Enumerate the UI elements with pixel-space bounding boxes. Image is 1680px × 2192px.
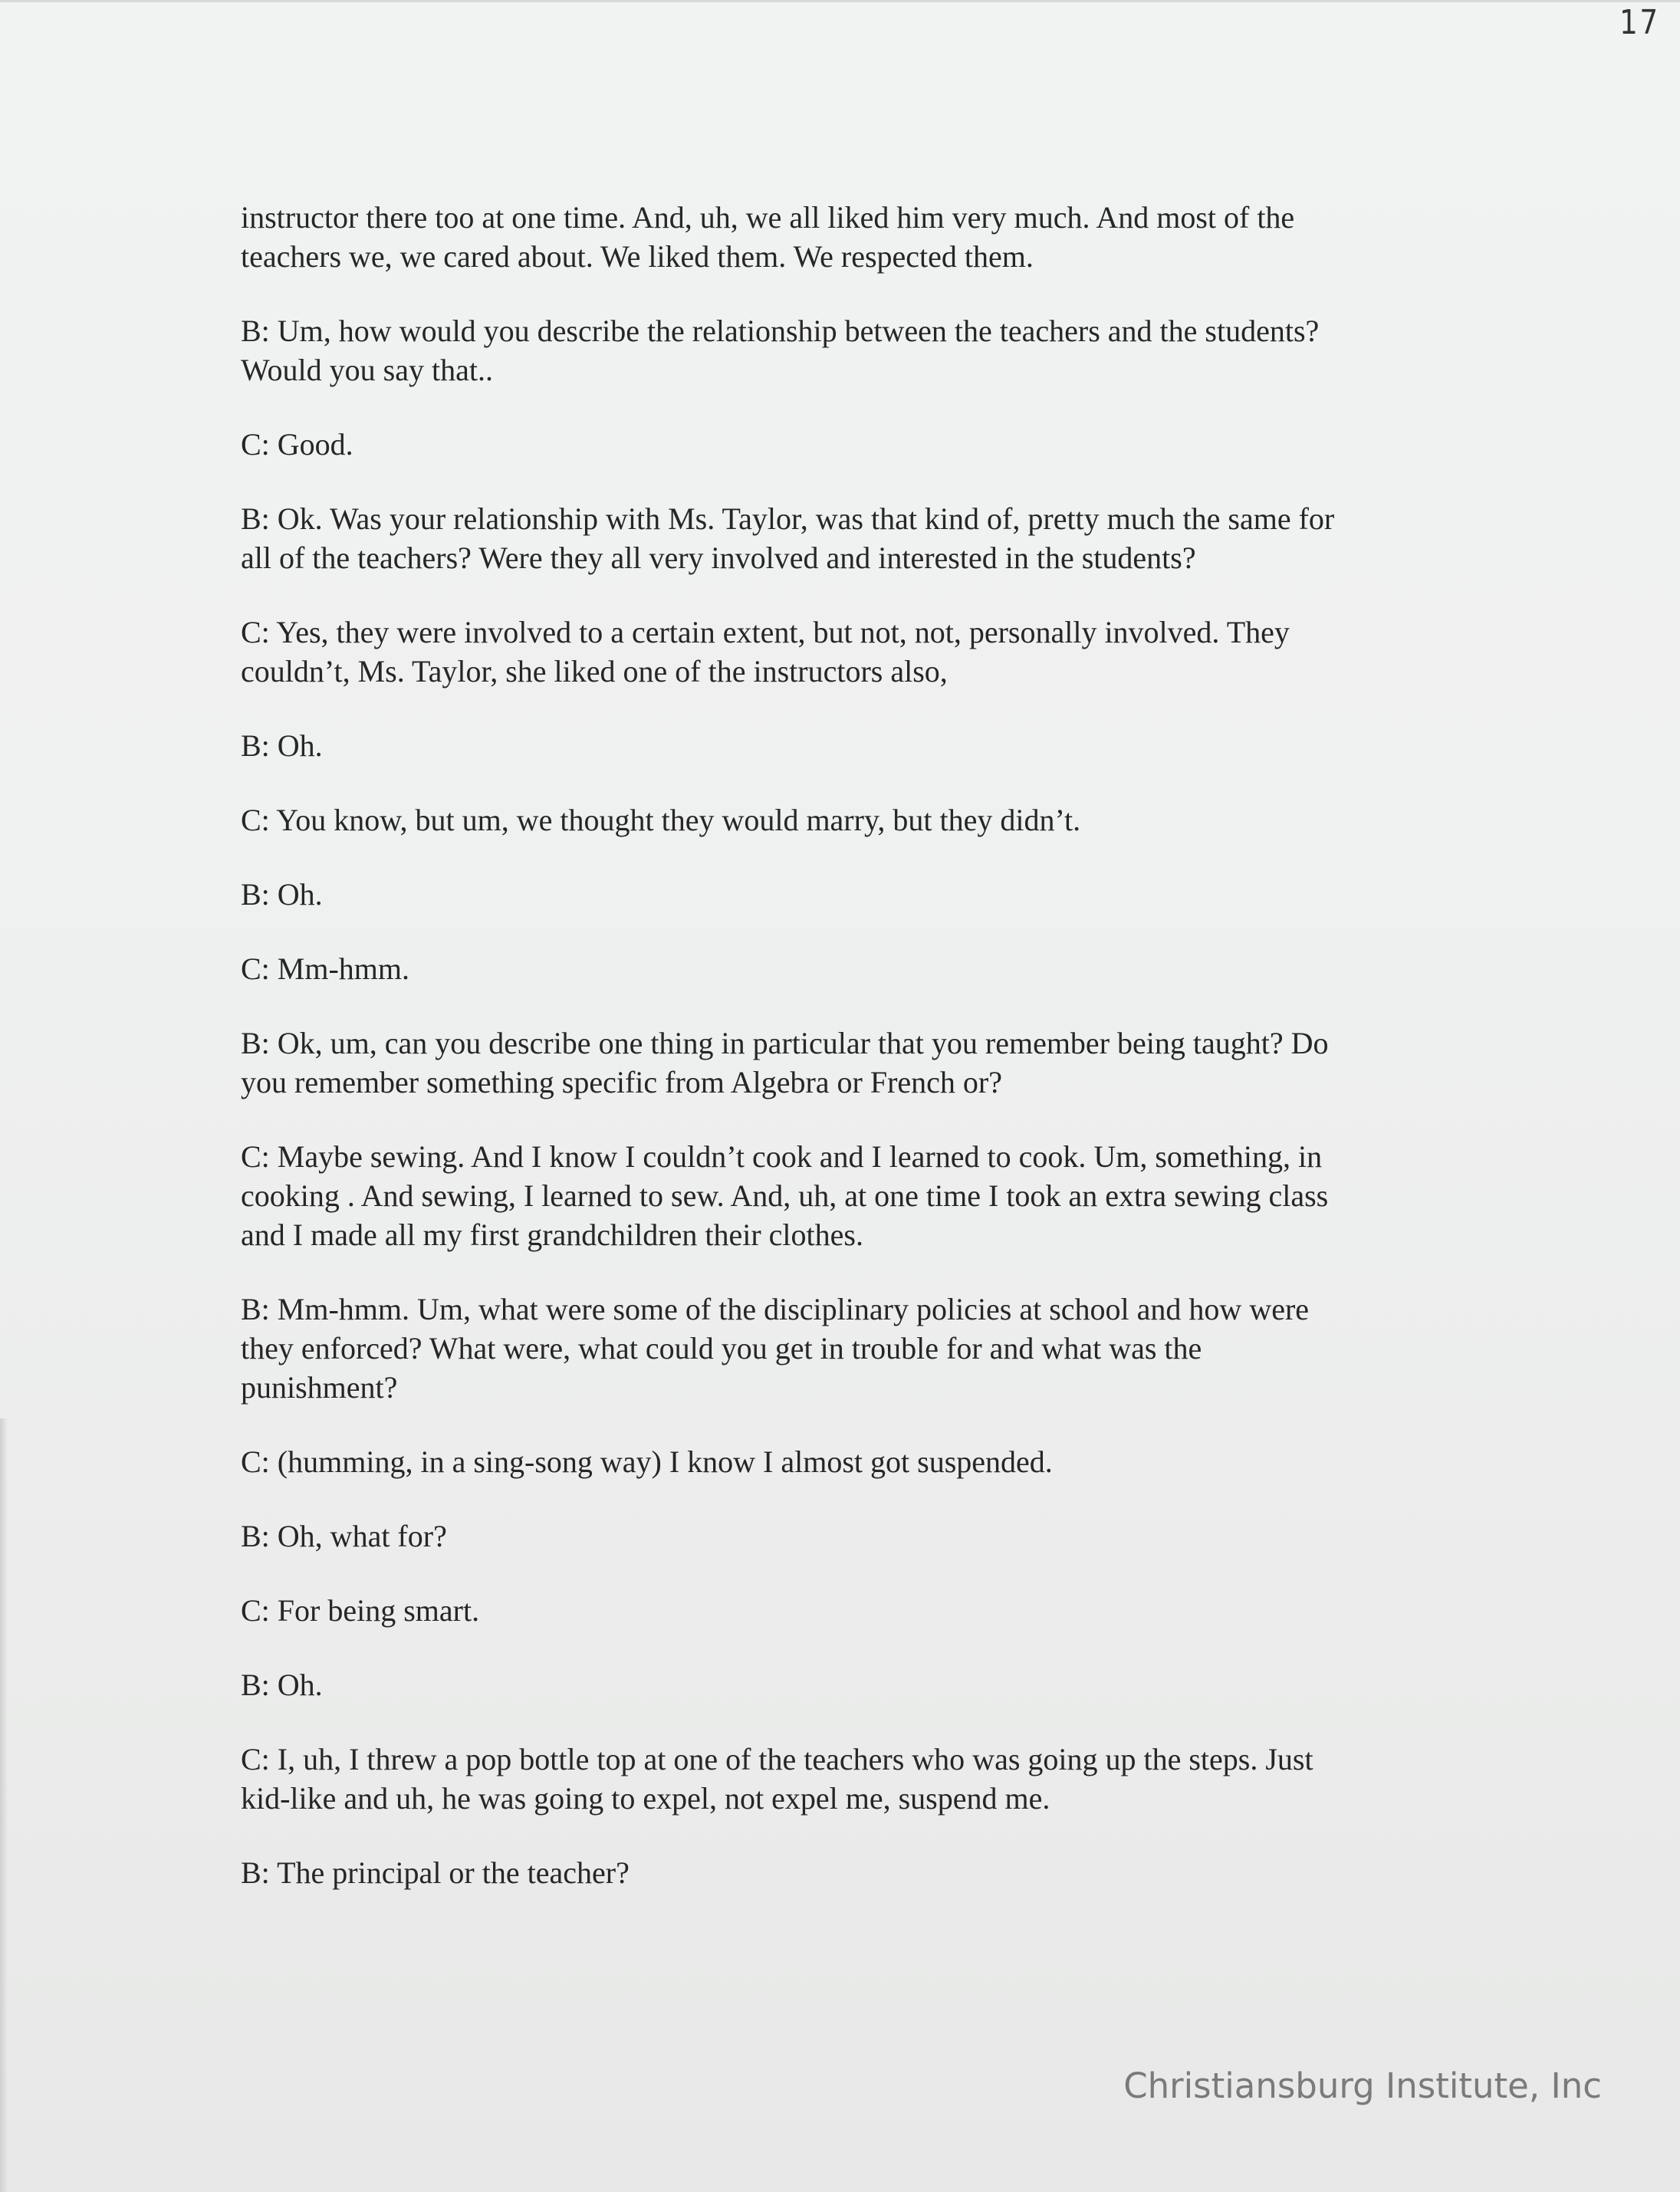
transcript-paragraph: B: Oh, what for? xyxy=(241,1519,447,1553)
transcript-paragraph: B: Ok. Was your relationship with Ms. Taylor, was that kind of, pretty much the same for all of the teachers? Were they all very involved and interested in the students? xyxy=(241,501,1335,575)
transcript-paragraph: B: Oh. xyxy=(241,877,323,912)
transcript-paragraph: C: (humming, in a sing-song way) I know I almost got suspended. xyxy=(241,1444,1053,1479)
transcript-paragraph: C: Good. xyxy=(241,427,353,462)
transcript-paragraph: C: You know, but um, we thought they would marry, but they didn’t. xyxy=(241,803,1081,837)
transcript-paragraph: C: I, uh, I threw a pop bottle top at one of the teachers who was going up the steps. Just kid-like and uh, he was going to expel, not expel me, suspend me. xyxy=(241,1742,1313,1816)
transcript-paragraph: B: Oh. xyxy=(241,1668,323,1702)
transcript-paragraph: C: For being smart. xyxy=(241,1593,480,1628)
handwritten-page-number: 17 xyxy=(1619,3,1660,42)
transcript-paragraph: B: Oh. xyxy=(241,728,323,763)
transcript-paragraph: instructor there too at one time. And, uh, we all liked him very much. And most of the teachers we, we cared about. We liked them. We respected them. xyxy=(241,200,1295,274)
interview-transcript xyxy=(241,198,1468,1927)
transcript-paragraph: B: The principal or the teacher? xyxy=(241,1855,630,1890)
transcript-paragraph: C: Yes, they were involved to a certain extent, but not, not, personally involved. They couldn’t, Ms. Taylor, she liked one of the instructors also, xyxy=(241,615,1290,688)
transcript-paragraph: B: Mm-hmm. Um, what were some of the disciplinary policies at school and how were they enforced? What were, what could you get in trouble for and what was the punishment? xyxy=(241,1292,1310,1405)
transcript-paragraph: B: Um, how would you describe the relationship between the teachers and the students? Would you say that.. xyxy=(241,314,1320,387)
transcript-paragraph: C: Mm-hmm. xyxy=(241,951,410,986)
page-edge-shadow xyxy=(0,1418,8,2192)
watermark-credit: Christiansburg Institute, Inc xyxy=(1123,2065,1602,2106)
page-top-edge xyxy=(0,0,1680,2)
transcript-paragraph: C: Maybe sewing. And I know I couldn’t cook and I learned to cook. Um, something, in cooking . And sewing, I learned to sew. And, uh, at one time I took an extra sewing class and I made all my first grandchildren their clothes. xyxy=(241,1139,1329,1252)
transcript-paragraph: B: Ok, um, can you describe one thing in particular that you remember being taught? Do you remember something specific from Algebra or French or? xyxy=(241,1026,1329,1099)
